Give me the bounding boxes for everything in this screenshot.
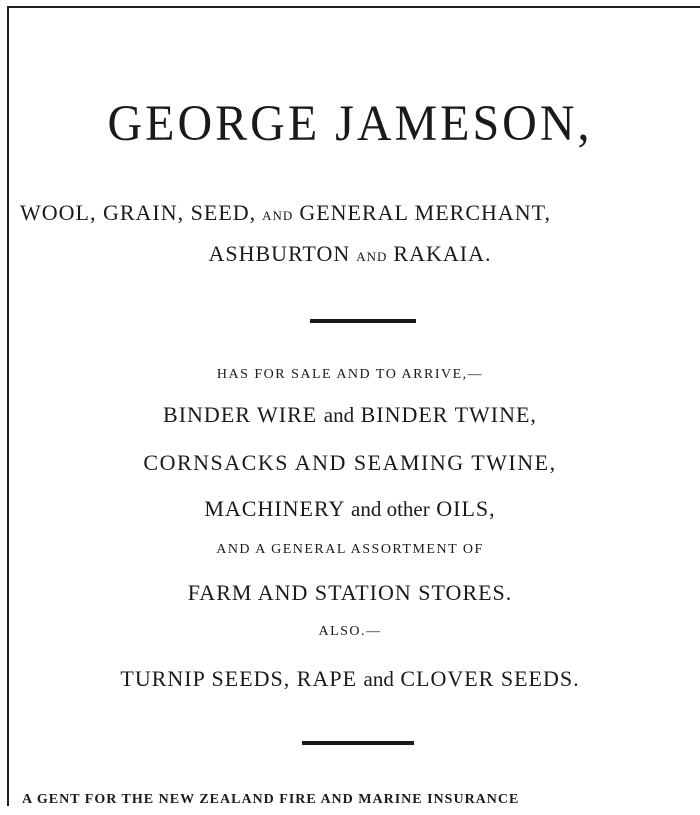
item-seeds-b: and xyxy=(363,667,394,691)
trade-conjunction: AND xyxy=(262,208,294,223)
footer-divider xyxy=(302,741,414,745)
location-2: RAKAIA. xyxy=(393,241,492,266)
locations xyxy=(0,243,700,265)
location-1: ASHBURTON xyxy=(208,241,351,266)
item-assortment: AND A GENERAL ASSORTMENT OF xyxy=(216,542,484,557)
item-seeds-c: CLOVER SEEDS. xyxy=(400,666,580,691)
intro-line: HAS FOR SALE AND TO ARRIVE,— xyxy=(216,367,484,382)
trade-part-2: GENERAL MERCHANT, xyxy=(299,200,551,225)
item-seeds-a: TURNIP SEEDS, RAPE xyxy=(120,666,358,691)
item-binder-c: BINDER TWINE, xyxy=(360,402,537,427)
item-also: ALSO.— xyxy=(318,624,382,639)
item-machinery-b: and other xyxy=(351,497,430,521)
item-cornsacks: CORNSACKS AND SEAMING TWINE, xyxy=(143,450,557,475)
item-seeds xyxy=(0,668,700,690)
item-machinery xyxy=(0,498,700,520)
trade-description xyxy=(20,202,700,224)
item-machinery-a: MACHINERY xyxy=(204,496,345,521)
location-conjunction: AND xyxy=(356,249,388,264)
item-farm-stores: FARM AND STATION STORES. xyxy=(187,580,513,605)
merchant-name: GEORGE JAMESON, xyxy=(107,95,593,152)
item-binder-b: and xyxy=(323,403,355,427)
trade-part-1: WOOL, GRAIN, SEED, xyxy=(20,200,257,225)
item-machinery-c: OILS, xyxy=(436,496,496,521)
item-binder-a: BINDER WIRE xyxy=(163,402,318,427)
agent-line: A GENT FOR THE NEW ZEALAND FIRE AND MARINE INSURANCE xyxy=(22,792,520,807)
section-divider xyxy=(310,319,416,323)
top-border-rule xyxy=(8,6,700,8)
item-binder xyxy=(0,404,700,426)
